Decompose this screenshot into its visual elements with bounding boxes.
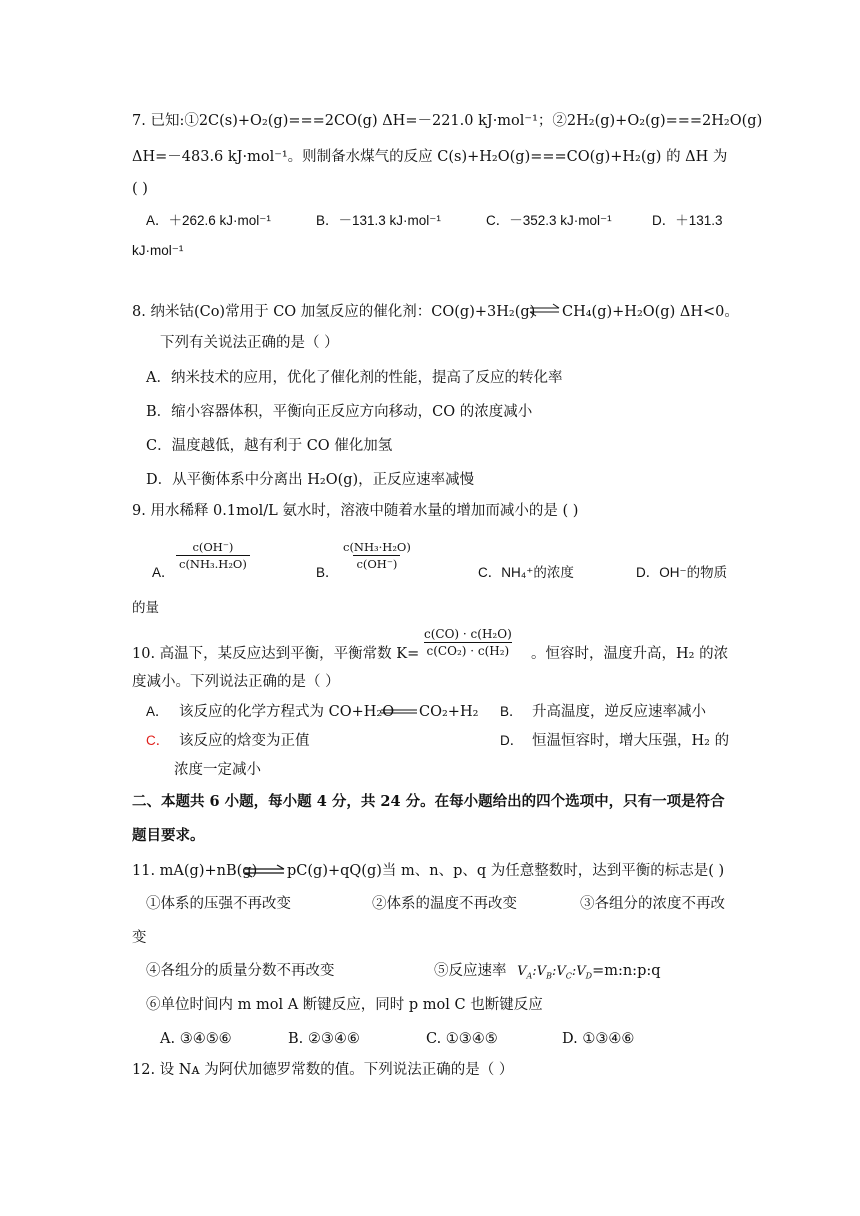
q7-line3: ( )	[132, 181, 148, 197]
q8-stem-right: CH₄(g)+H₂O(g) ΔH<0。	[562, 304, 739, 320]
q11-item-6: ⑥单位时间内 m mol A 断键反应，同时 p mol C 也断键反应	[146, 997, 543, 1013]
q11-option-b: B. ②③④⑥	[288, 1031, 360, 1047]
q7-option-c: C．－352.3 kJ·mol⁻¹	[486, 213, 612, 228]
q10-line2: 度减小。下列说法正确的是（ ）	[132, 674, 340, 690]
section2-heading: 二、本题共 6 小题，每小题 4 分，共 24 分。在每小题给出的四个选项中，只有一项是符合	[132, 793, 725, 810]
q9-option-b-numerator: c(NH₃·H₂O)	[343, 540, 411, 554]
q10-option-d: 恒温恒容时，增大压强，H₂ 的	[532, 733, 730, 749]
q10-stem-right: 。恒容时，温度升高，H₂ 的浓	[531, 646, 729, 662]
equilibrium-arrow-icon	[529, 303, 561, 317]
q9-option-b-fraction	[340, 540, 414, 571]
q11-item-5	[434, 961, 661, 987]
q10-option-b: 升高温度，逆反应速率减小	[532, 704, 706, 720]
q9-option-a-fraction	[176, 540, 250, 571]
q11-option-a: A. ③④⑤⑥	[160, 1031, 232, 1047]
rate-v-a: V	[517, 964, 527, 979]
q7-line2: ΔH=－483.6 kJ·mol⁻¹。则制备水煤气的反应 C(s)+H₂O(g)===CO(g)+H₂(g) 的 ΔH 为	[132, 149, 728, 165]
q8-option-d: D．从平衡体系中分离出 H₂O(g)，正反应速率减慢	[146, 472, 475, 488]
q10-option-d-cont: 浓度一定减小	[174, 762, 261, 778]
q7-option-b: B．－131.3 kJ·mol⁻¹	[316, 213, 441, 228]
q11-option-c: C. ①③④⑤	[426, 1031, 498, 1047]
q10-option-a-left: 该反应的化学方程式为 CO+H₂O	[179, 704, 395, 720]
q11-item-5-ratio: =m:n:p:q	[592, 963, 661, 979]
q8-line2: 下列有关说法正确的是（ ）	[160, 335, 339, 351]
q11-item-5-rates: $V_A:V_B:V_C:V_D$	[517, 964, 593, 981]
q11-stem-left: 11. mA(g)+nB(g)	[132, 863, 258, 879]
q10-k-numerator: c(CO) · c(H₂O)	[424, 627, 512, 641]
q11-item-4: ④各组分的质量分数不再改变	[146, 963, 335, 979]
q12-stem: 12. 设 Nᴀ 为阿伏加德罗常数的值。下列说法正确的是（ ）	[132, 1062, 514, 1078]
q10-k-fraction	[421, 627, 515, 658]
equilibrium-arrow-icon	[244, 864, 286, 878]
q10-option-b-label: B．	[500, 704, 523, 719]
q10-stem-left: 10. 高温下，某反应达到平衡，平衡常数 K=	[132, 646, 420, 662]
q8-option-b: B．缩小容器体积，平衡向正反应方向移动，CO 的浓度减小	[146, 404, 533, 420]
q10-option-d-label: D．	[500, 733, 524, 748]
rate-v-b: V	[536, 964, 547, 979]
q9-stem: 9. 用水稀释 0.1mol/L 氨水时，溶液中随着水量的增加而减小的是 ( )	[132, 503, 579, 519]
rate-v-d: V	[576, 964, 586, 979]
section2-heading-cont: 题目要求。	[132, 827, 205, 844]
q9-option-a-denominator: c(NH₃.H₂O)	[176, 555, 250, 571]
q8-option-a: A．纳米技术的应用，优化了催化剂的性能，提高了反应的转化率	[146, 370, 563, 386]
q9-option-b-label: B．	[316, 565, 339, 580]
rate-v-c: V	[556, 964, 566, 979]
q10-k-denominator: c(CO₂) · c(H₂)	[424, 642, 513, 658]
q10-option-a-right: CO₂+H₂	[419, 704, 479, 720]
equilibrium-arrow-icon	[380, 708, 418, 716]
q7-option-a: A．＋262.6 kJ·mol⁻¹	[146, 213, 271, 228]
q10-option-c: 该反应的焓变为正值	[179, 733, 310, 749]
q8-stem-left: 8. 纳米钴(Co)常用于 CO 加氢反应的催化剂：CO(g)+3H₂(g)	[132, 304, 536, 320]
q11-stem-right: pC(g)+qQ(g)当 m、n、p、q 为任意整数时，达到平衡的标志是( )	[287, 863, 725, 879]
q11-item-1: ①体系的压强不再改变	[146, 896, 291, 912]
q10-option-c-label: C．	[146, 733, 170, 748]
q8-option-c: C．温度越低，越有利于 CO 催化加氢	[146, 438, 393, 454]
q11-item-3-cont: 变	[132, 930, 147, 946]
q7-option-d-cont: kJ·mol⁻¹	[132, 243, 184, 258]
q11-option-d: D. ①③④⑥	[562, 1031, 635, 1047]
q9-option-c: C．NH₄⁺的浓度	[478, 565, 574, 580]
q9-option-d-cont: 的量	[132, 600, 159, 615]
q7-line1: 7. 已知:①2C(s)+O₂(g)===2CO(g) ΔH=－221.0 kJ·mol⁻¹；②2H₂(g)+O₂(g)===2H₂O(g)	[132, 113, 763, 129]
q9-option-a-label: A．	[152, 565, 175, 580]
q9-option-d: D．OH⁻的物质	[636, 565, 728, 580]
q11-item-5-label: ⑤反应速率	[434, 963, 507, 979]
q7-option-d: D．＋131.3	[652, 213, 723, 228]
q9-option-b-denominator: c(OH⁻)	[353, 555, 400, 571]
q11-item-3: ③各组分的浓度不再改	[580, 896, 725, 912]
q9-option-a-numerator: c(OH⁻)	[192, 540, 234, 554]
q10-option-a-label: A．	[146, 704, 169, 719]
q11-item-2: ②体系的温度不再改变	[372, 896, 517, 912]
